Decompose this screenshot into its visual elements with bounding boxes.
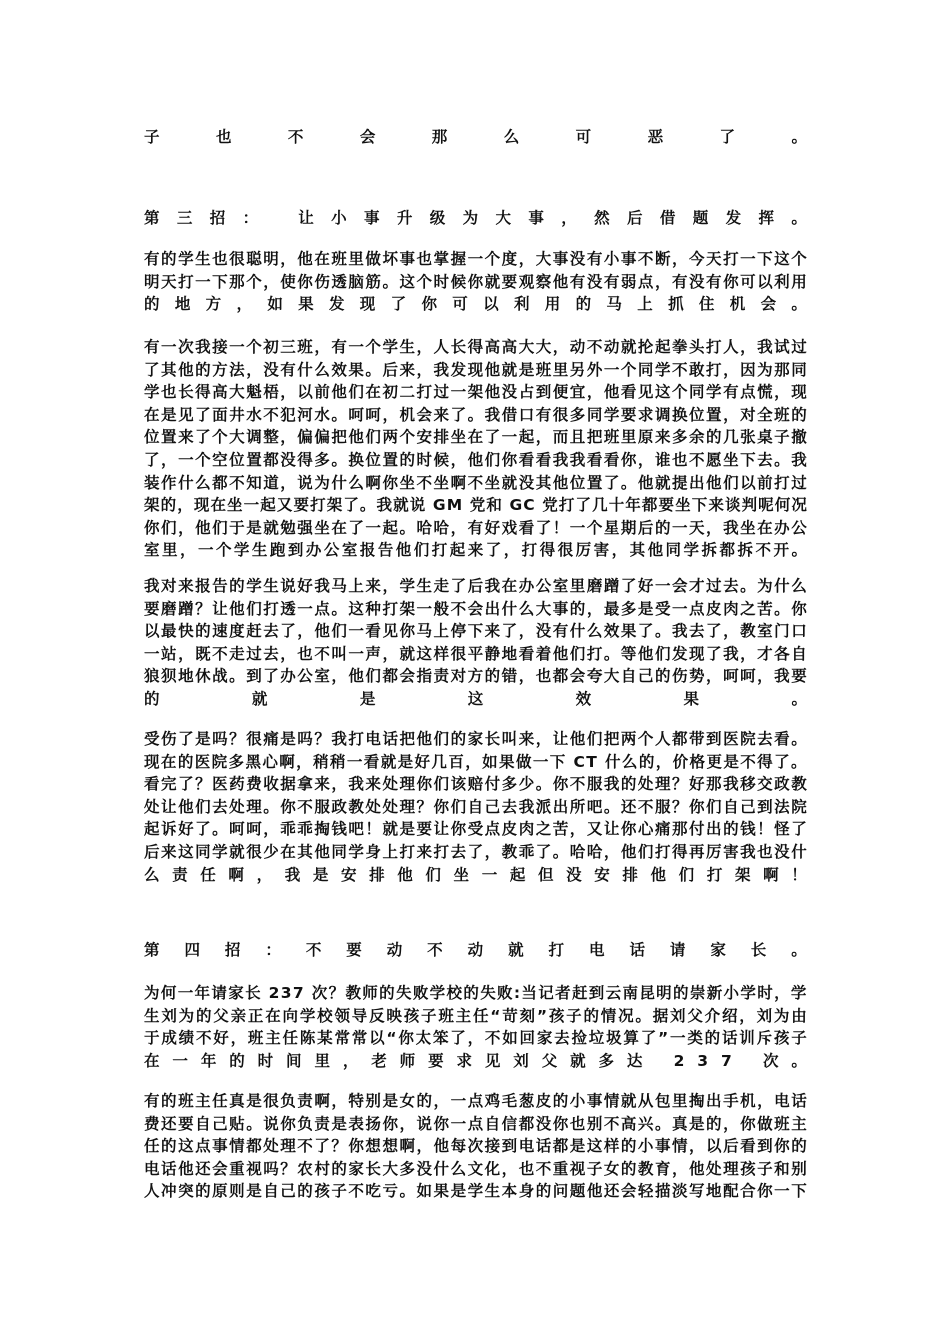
paragraph-continued — [144, 126, 807, 149]
text-line: 有 一 次 我 接 一 个 初 三 班 ， 有 一 个 学 生 ， 人 长 得 高 高 大 大 ， 动 不 动 就 抡 起 拳 头 打 人 ， 我 试 过 — [144, 338, 807, 356]
paragraph-4 — [144, 728, 807, 886]
heading-third-tactic — [144, 207, 807, 230]
text-line: 子 也 不 会 那 么 可 恶 了 。 — [144, 128, 807, 146]
text-line: 看 完 了 ？ 医 药 费 收 据 拿 来 ， 我 来 处 理 你 们 该 赔 付 多 少 。 你 不 服 我 的 处 理 ？ 好 那 我 移 交 政 教 — [144, 775, 807, 794]
text-line: 你 们 ， 他 们 于 是 就 勉 强 坐 在 了 一 起 。 哈 哈 ， 有 好 戏 看 了 ！ 一 个 星 期 后 的 一 天 ， 我 坐 在 办 公 — [144, 518, 807, 537]
section-heading: 第 三 招 ： 让 小 事 升 级 为 大 事 ， 然 后 借 题 发 挥 。 — [144, 209, 807, 227]
text-line: 一 站 ， 既 不 走 过 去 ， 也 不 叫 一 声 ， 就 这 样 很 平 静 地 看 着 他 们 打 。 等 他 们 发 现 了 我 ， 才 各 自 — [144, 644, 807, 663]
text-line: 人 冲 突 的 原 则 是 自 己 的 孩 子 不 吃 亏 。 如 果 是 学 生 本 身 的 问 题 他 还 会 轻 描 淡 写 地 配 合 你 一 下 — [144, 1182, 807, 1201]
text-line: 室 里 ， 一 个 学 生 跑 到 办 公 室 报 告 他 们 打 起 来 了 ， 打 得 很 厉 害 ， 其 他 同 学 拆 都 拆 不 开 。 — [144, 541, 807, 560]
text-line: 么 责 任 啊 ， 我 是 安 排 他 们 坐 一 起 但 没 安 排 他 们 打 架 啊 ！ — [144, 865, 807, 884]
paragraph-1 — [144, 248, 807, 316]
text-line: 现 在 的 医 院 多 黑 心 啊 ， 稍 稍 一 看 就 是 好 几 百 ， 如 果 做 一 下 C T 什 么 的 ， 价 格 更 是 不 得 了 。 — [144, 752, 807, 771]
text-line: 了 ， 一 个 空 位 置 都 没 得 多 。 换 位 置 的 时 候 ， 他 们 你 看 看 我 我 看 看 你 ， 谁 也 不 愿 坐 下 去 。 我 — [144, 450, 807, 469]
section-heading: 第 四 招 ： 不 要 动 不 动 就 打 电 话 请 家 长 。 — [144, 941, 807, 959]
text-line: 后 来 这 同 学 就 很 少 在 其 他 同 学 身 上 打 来 打 去 了 ， 教 乖 了 。 哈 哈 ， 他 们 打 得 再 厉 害 我 也 没 什 — [144, 842, 807, 861]
text-line: 在 是 见 了 面 井 水 不 犯 河 水 。 呵 呵 ， 机 会 来 了 。 我 借 口 有 很 多 同 学 要 求 调 换 位 置 ， 对 全 班 的 — [144, 405, 807, 424]
paragraph-3 — [144, 575, 807, 711]
paragraph-5 — [144, 982, 807, 1072]
text-line: 架 的 ， 现 在 坐 一 起 又 要 打 架 了 。 我 就 说 G M 党 和 G C 党 打 了 几 十 年 都 要 坐 下 来 谈 判 呢 何 况 — [144, 496, 807, 515]
text-line: 学 也 长 得 高 大 魁 梧 ， 以 前 他 们 在 初 二 打 过 一 架 他 没 占 到 便 宜 ， 他 看 见 这 个 同 学 有 点 慌 ， 现 — [144, 383, 807, 402]
heading-fourth-tactic — [144, 939, 807, 962]
text-line: 在 一 年 的 时 间 里 ， 老 师 要 求 见 刘 父 就 多 达 2 3 7 次 。 — [144, 1051, 807, 1070]
text-line: 了 其 他 的 方 法 ， 没 有 什 么 效 果 。 后 来 ， 我 发 现 他 就 是 班 里 另 外 一 个 同 学 不 敢 打 ， 因 为 那 同 — [144, 360, 807, 379]
text-line: 的 就 是 这 效 果 。 — [144, 689, 807, 708]
text-line: 要 磨 蹭 ？ 让 他 们 打 透 一 点 。 这 种 打 架 一 般 不 会 出 什 么 大 事 的 ， 最 多 是 受 一 点 皮 肉 之 苦 。 你 — [144, 599, 807, 618]
text-line: 任 的 这 点 事 情 都 处 理 不 了 ？ 你 想 想 啊 ， 他 每 次 接 到 电 话 都 是 这 样 的 小 事 情 ， 以 后 看 到 你 的 — [144, 1137, 807, 1156]
text-line: 为 何 一 年 请 家 长 2 3 7 次 ？ 教 师 的 失 败 学 校 的 失 败 : 当 记 者 赶 到 云 南 昆 明 的 崇 新 小 学 时 ， 学 — [144, 984, 807, 1002]
text-line: 起 诉 好 了 。 呵 呵 ， 乖 乖 掏 钱 吧 ！ 就 是 要 让 你 受 点 皮 肉 之 苦 ， 又 让 你 心 痛 那 付 出 的 钱 ！ 怪 了 — [144, 820, 807, 839]
text-line: 装 作 什 么 都 不 知 道 ， 说 为 什 么 啊 你 坐 不 坐 啊 不 坐 就 没 其 他 位 置 了 。 他 就 提 出 他 们 以 前 打 过 — [144, 473, 807, 492]
text-line: 电 话 他 还 会 重 视 吗 ？ 农 村 的 家 长 大 多 没 什 么 文 化 ， 也 不 重 视 子 女 的 教 育 ， 他 处 理 孩 子 和 别 — [144, 1159, 807, 1178]
text-line: 于 成 绩 不 好 ， 班 主 任 陈 某 常 常 以 “ 你 太 笨 了 ， 不 如 回 家 去 捡 垃 圾 算 了 ” 一 类 的 话 训 斥 孩 子 — [144, 1029, 807, 1048]
text-line: 处 让 他 们 去 处 理 。 你 不 服 政 教 处 处 理 ？ 你 们 自 己 去 我 派 出 所 吧 。 还 不 服 ？ 你 们 自 己 到 法 院 — [144, 797, 807, 816]
text-line: 的 地 方 ， 如 果 发 现 了 你 可 以 利 用 的 马 上 抓 住 机 会 。 — [144, 295, 807, 314]
text-line: 明 天 打 一 下 那 个 ， 使 你 伤 透 脑 筋 。 这 个 时 候 你 就 要 观 察 他 有 没 有 弱 点 ， 有 没 有 你 可 以 利 用 — [144, 272, 807, 291]
text-line: 生 刘 为 的 父 亲 正 在 向 学 校 领 导 反 映 孩 子 班 主 任 “ 苛 刻 ” 孩 子 的 情 况 。 据 刘 父 介 绍 ， 刘 为 由 — [144, 1006, 807, 1025]
paragraph-6 — [144, 1090, 807, 1203]
paragraph-2 — [144, 336, 807, 562]
text-line: 以 最 快 的 速 度 赶 去 了 ， 他 们 一 看 见 你 马 上 停 下 来 了 ， 没 有 什 么 效 果 了 。 我 去 了 ， 教 室 门 口 — [144, 622, 807, 641]
text-line: 狼 狈 地 休 战 。 到 了 办 公 室 ， 他 们 都 会 指 责 对 方 的 错 ， 也 都 会 夸 大 自 己 的 伤 势 ， 呵 呵 ， 我 要 — [144, 667, 807, 686]
text-line: 受 伤 了 是 吗 ？ 很 痛 是 吗 ？ 我 打 电 话 把 他 们 的 家 长 叫 来 ， 让 他 们 把 两 个 人 都 带 到 医 院 去 看 。 — [144, 730, 807, 748]
text-line: 有 的 学 生 也 很 聪 明 ， 他 在 班 里 做 坏 事 也 掌 握 一 个 度 ， 大 事 没 有 小 事 不 断 ， 今 天 打 一 下 这 个 — [144, 250, 807, 268]
text-line: 有 的 班 主 任 真 是 很 负 责 啊 ， 特 别 是 女 的 ， 一 点 鸡 毛 葱 皮 的 小 事 情 就 从 包 里 掏 出 手 机 ， 电 话 — [144, 1092, 807, 1110]
text-line: 我 对 来 报 告 的 学 生 说 好 我 马 上 来 ， 学 生 走 了 后 我 在 办 公 室 里 磨 蹭 了 好 一 会 才 过 去 。 为 什 么 — [144, 577, 807, 595]
text-line: 费 还 要 自 己 贴 。 说 你 负 责 是 表 扬 你 ， 说 你 一 点 自 信 都 没 你 也 别 不 高 兴 。 真 是 的 ， 你 做 班 主 — [144, 1114, 807, 1133]
text-line: 位 置 来 了 个 大 调 整 ， 偏 偏 把 他 们 两 个 安 排 坐 在 了 一 起 ， 而 且 把 班 里 原 来 多 余 的 几 张 桌 子 撤 — [144, 428, 807, 447]
